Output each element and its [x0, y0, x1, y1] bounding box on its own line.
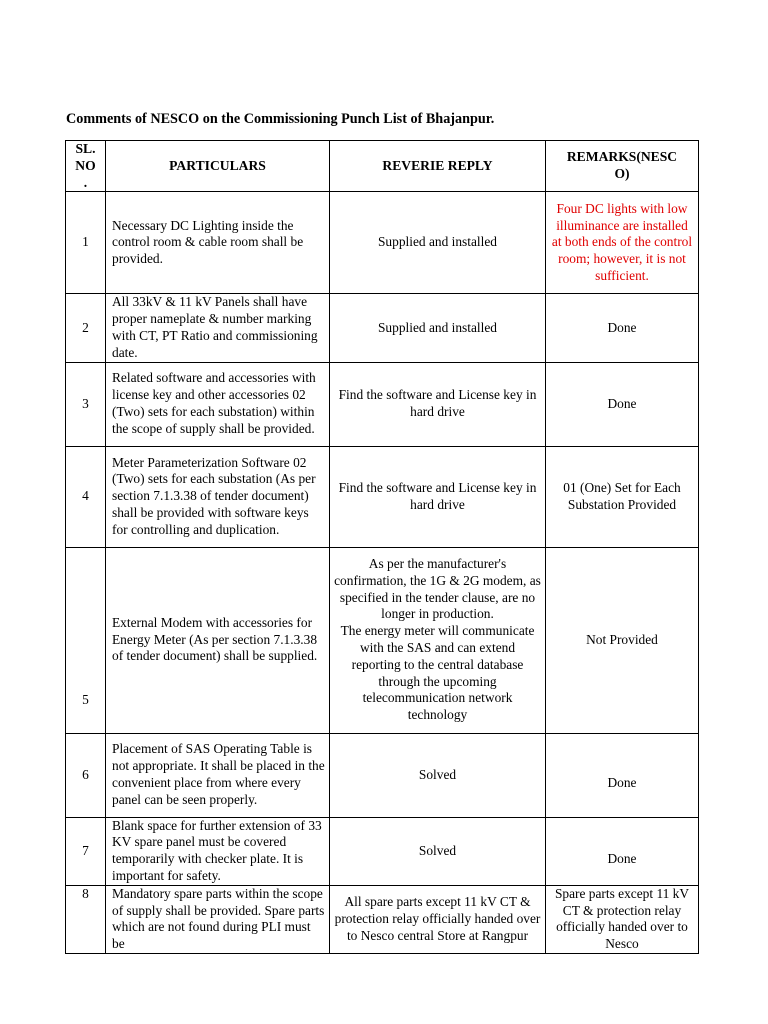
row-reply: Solved — [330, 733, 546, 817]
row-remarks: 01 (One) Set for Each Substation Provided — [546, 446, 699, 547]
row-particulars: Related software and accessories with license key and other accessories 02 (Two) sets for each substation) within the scope of supply shall be provided. — [106, 362, 330, 446]
row-sl: 2 — [66, 294, 106, 362]
row-remarks: Not Provided — [546, 547, 699, 733]
table-row — [66, 547, 699, 733]
table-row — [66, 885, 699, 953]
row-reply: Find the software and License key in hard drive — [330, 362, 546, 446]
table-row — [66, 362, 699, 446]
row-sl: 7 — [66, 817, 106, 885]
row-reply: Supplied and installed — [330, 294, 546, 362]
page-title: Comments of NESCO on the Commissioning Punch List of Bhajanpur. — [66, 111, 495, 127]
table-row — [66, 192, 699, 294]
table-row — [66, 294, 699, 362]
row-particulars: All 33kV & 11 kV Panels shall have proper nameplate & number marking with CT, PT Ratio and commissioning date. — [106, 294, 330, 362]
header-remarks: REMARKS(NESC O) — [546, 141, 699, 192]
row-particulars: Mandatory spare parts within the scope of supply shall be provided. Spare parts which are not found during PLI must be — [106, 885, 330, 953]
row-sl: 1 — [66, 192, 106, 294]
row-sl: 6 — [66, 733, 106, 817]
row-particulars: Necessary DC Lighting inside the control room & cable room shall be provided. — [106, 192, 330, 294]
row-particulars: Meter Parameterization Software 02 (Two) sets for each substation (As per section 7.1.3.38 of tender document) shall be provided with software keys for controlling and duplication. — [106, 446, 330, 547]
row-sl: 8 — [66, 885, 106, 953]
row-remarks: Four DC lights with low illuminance are installed at both ends of the control room; however, it is not sufficient. — [546, 192, 699, 294]
table-row — [66, 446, 699, 547]
table-header-row — [66, 141, 699, 192]
row-remarks: Done — [546, 294, 699, 362]
header-particulars: PARTICULARS — [106, 141, 330, 192]
table-row — [66, 817, 699, 885]
row-particulars: Placement of SAS Operating Table is not appropriate. It shall be placed in the convenient place from where every panel can be seen properly. — [106, 733, 330, 817]
header-reverie-reply: REVERIE REPLY — [330, 141, 546, 192]
header-sl-no: SL. NO . — [66, 141, 106, 192]
row-sl: 3 — [66, 362, 106, 446]
row-reply: Supplied and installed — [330, 192, 546, 294]
row-particulars: Blank space for further extension of 33 KV spare panel must be covered temporarily with checker plate. It is important for safety. — [106, 817, 330, 885]
row-remarks: Spare parts except 11 kV CT & protection relay officially handed over to Nesco — [546, 885, 699, 953]
row-reply: As per the manufacturer's confirmation, the 1G & 2G modem, as specified in the tender clause, are no longer in production. The energy meter will communicate with the SAS and can extend reporting to the central database through the upcoming telecommunication network technology — [330, 547, 546, 733]
row-remarks: Done — [546, 817, 699, 885]
row-reply: Solved — [330, 817, 546, 885]
row-sl: 5 — [66, 547, 106, 733]
punch-list-table — [65, 140, 699, 954]
row-remarks: Done — [546, 362, 699, 446]
row-particulars: External Modem with accessories for Energy Meter (As per section 7.1.3.38 of tender document) shall be supplied. — [106, 547, 330, 733]
row-reply: All spare parts except 11 kV CT & protection relay officially handed over to Nesco central Store at Rangpur — [330, 885, 546, 953]
row-reply: Find the software and License key in hard drive — [330, 446, 546, 547]
row-remarks: Done — [546, 733, 699, 817]
row-sl: 4 — [66, 446, 106, 547]
table-row — [66, 733, 699, 817]
